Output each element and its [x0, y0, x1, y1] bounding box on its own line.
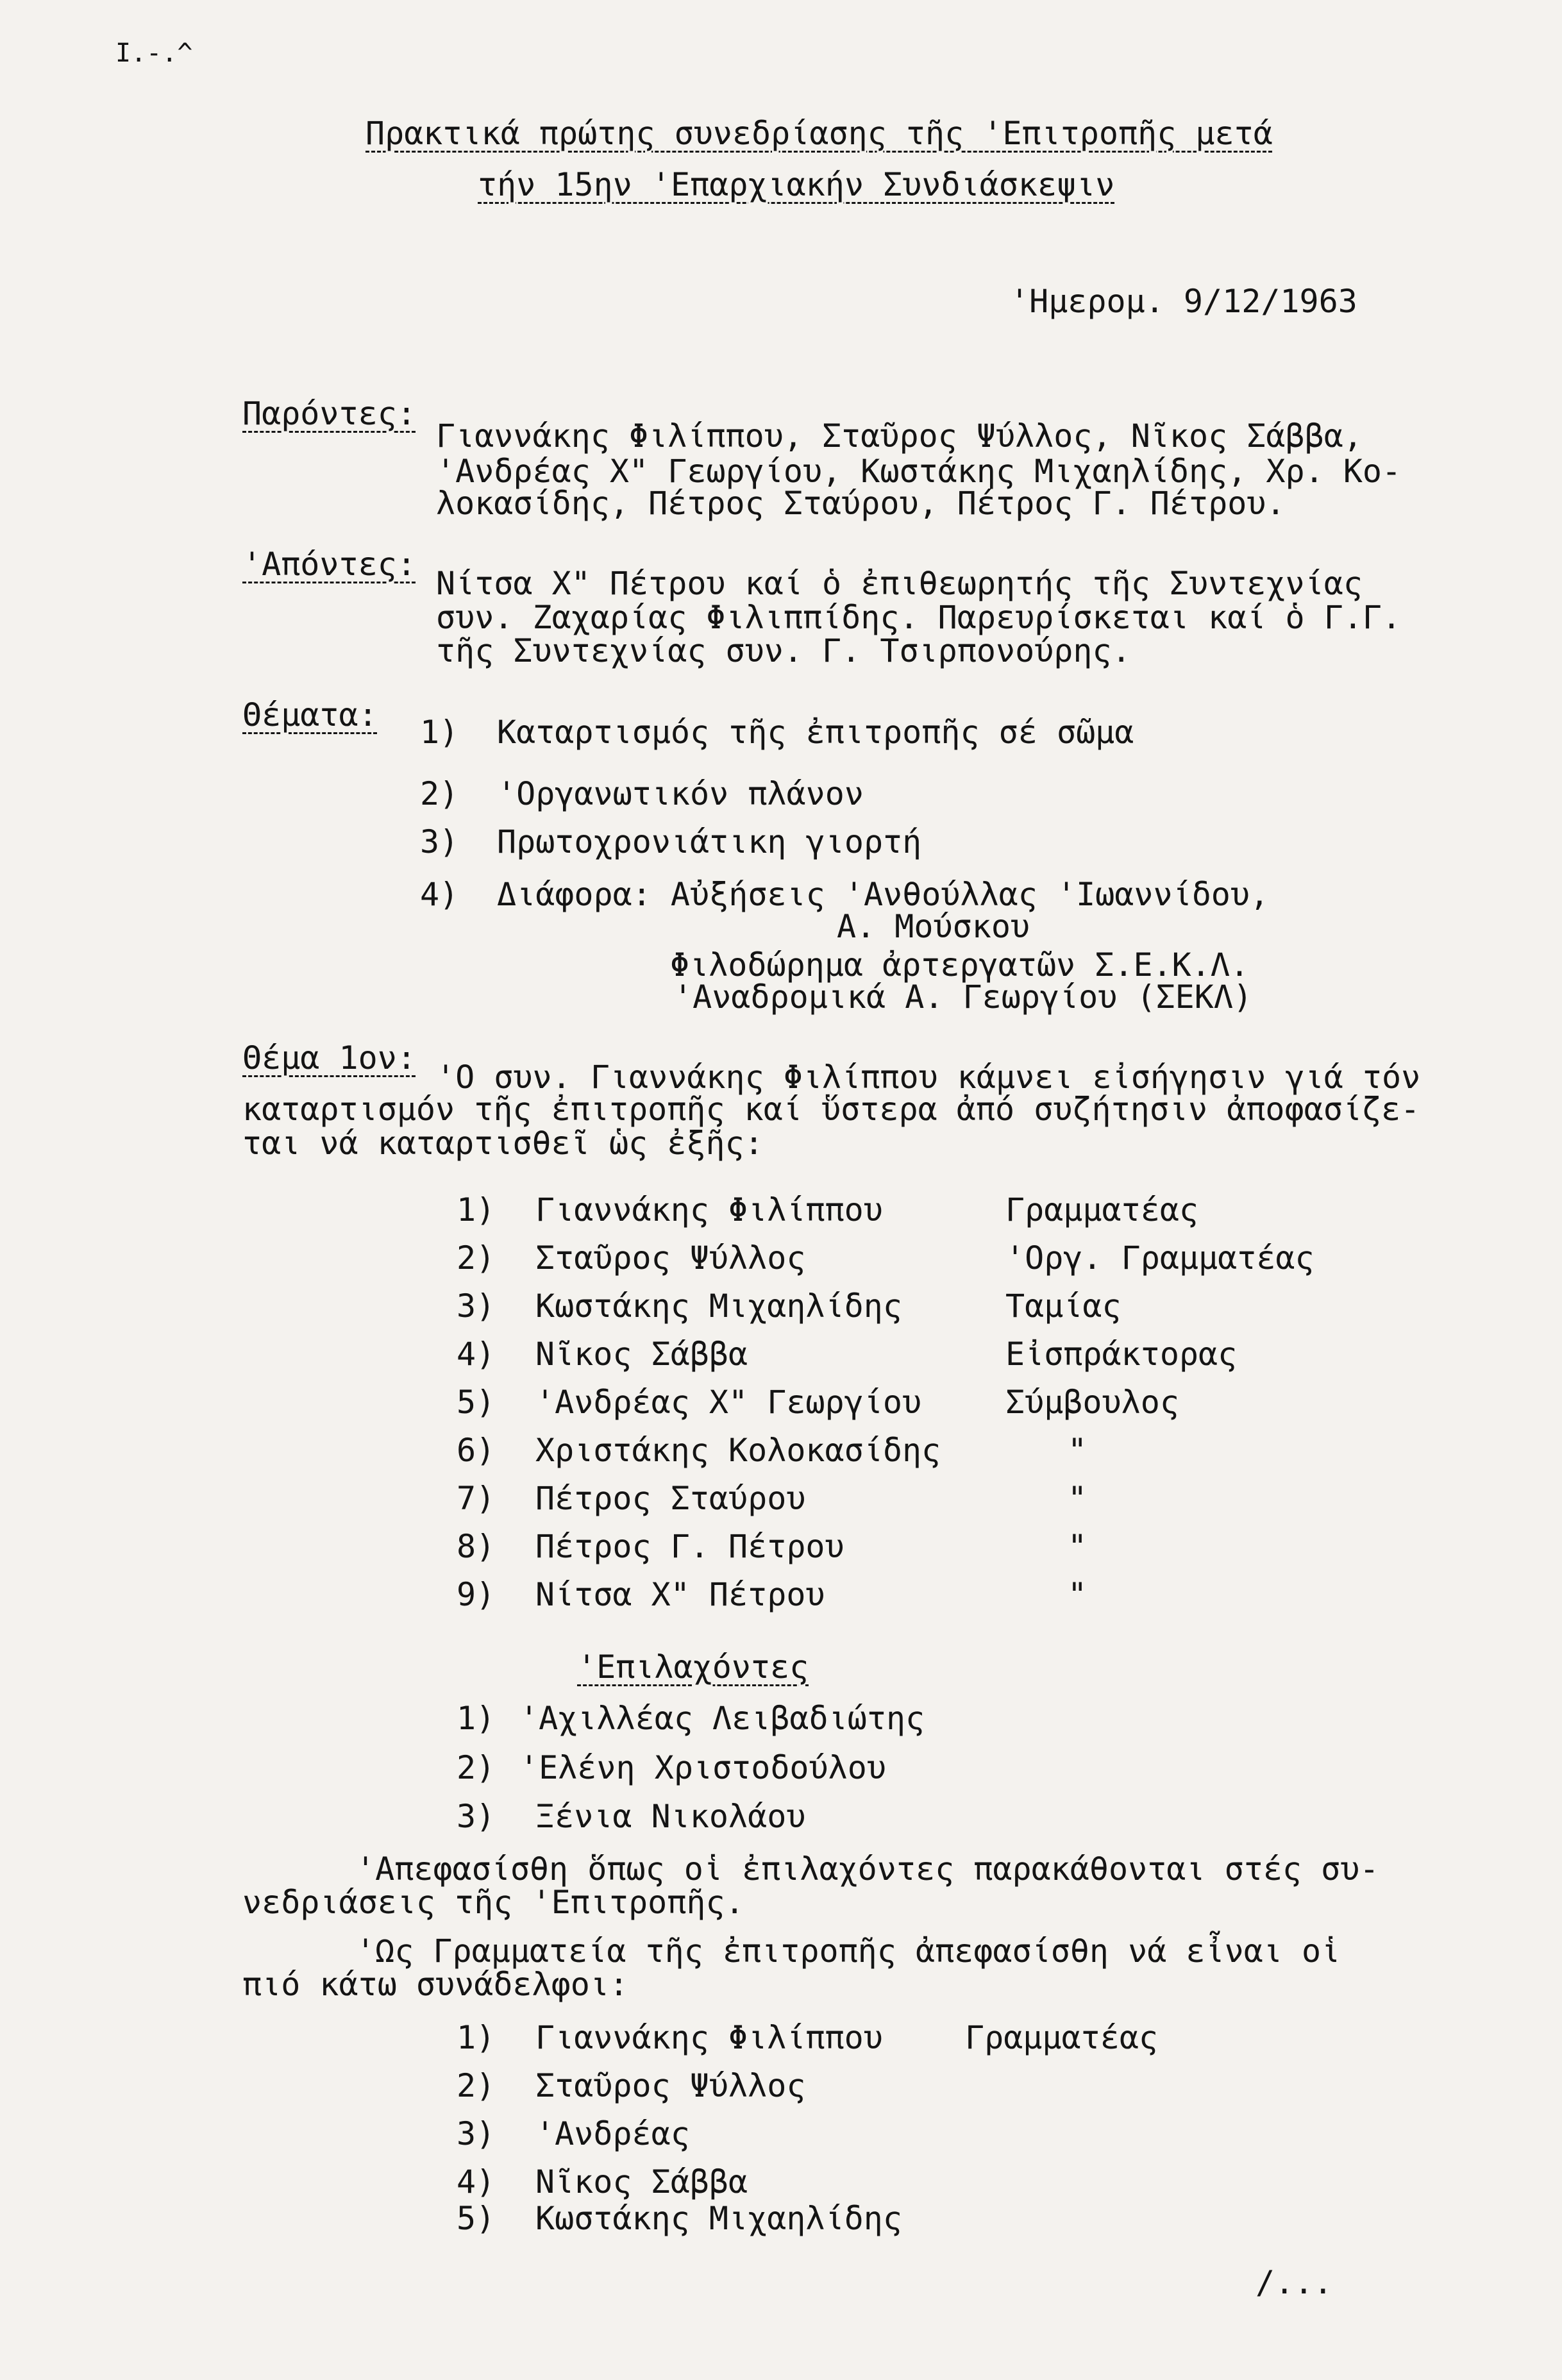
- title-line-2: τήν 15ην 'Επαρχιακήν Συνδιάσκεψιν: [478, 166, 1115, 203]
- secretariat-number: 1): [457, 2019, 496, 2056]
- secretariat-name: Σταῦρος Ψύλλος: [535, 2067, 806, 2104]
- secretariat-role: Γραμματέας: [965, 2019, 1159, 2056]
- committee-name: Νῖκος Σάββα: [535, 1336, 748, 1373]
- continuation-mark: /...: [1255, 2264, 1333, 2301]
- secretariat-number: 4): [457, 2163, 496, 2200]
- topic1-line: καταρτισμόν τῆς ἐπιτροπῆς καί ὕστερα ἀπό συζήτησιν ἀποφασίζε-: [242, 1091, 1420, 1128]
- document-date: 'Ημερομ. 9/12/1963: [1010, 283, 1357, 320]
- absent-line: Νίτσα Χ" Πέτρου καί ὁ ἐπιθεωρητής τῆς Συντεχνίας: [436, 565, 1363, 602]
- alternate-name: 'Ελένη Χριστοδούλου: [519, 1749, 886, 1786]
- topic-text: 'Οργανωτικόν πλάνον: [497, 775, 864, 812]
- topic-number: 4): [420, 876, 459, 913]
- topic1-line: 'Ο συν. Γιαννάκης Φιλίππου κάμνει εἰσήγησιν γιά τόν: [436, 1059, 1421, 1096]
- topic-text: Πρωτοχρονιάτικη γιορτή: [497, 823, 922, 860]
- present-line: Γιαννάκης Φιλίππου, Σταῦρος Ψύλλος, Νῖκος Σάββα,: [436, 417, 1363, 455]
- committee-role: ": [1068, 1480, 1088, 1517]
- secretariat-number: 3): [457, 2115, 496, 2152]
- secretariat-number: 5): [457, 2200, 496, 2237]
- committee-role: 'Οργ. Γραμματέας: [1005, 1239, 1314, 1277]
- absent-line: τῆς Συντεχνίας συν. Γ. Τσιρπονούρης.: [436, 632, 1131, 669]
- decision-line: νεδριάσεις τῆς 'Επιτροπῆς.: [242, 1884, 744, 1921]
- topic-continuation: Φιλοδώρημα ἀρτεργατῶν Σ.Ε.Κ.Λ.: [670, 946, 1250, 984]
- topic-continuation: Α. Μούσκου: [837, 908, 1030, 945]
- present-label: Παρόντες:: [242, 395, 416, 432]
- committee-name: Χριστάκης Κολοκασίδης: [535, 1432, 941, 1469]
- topic-number: 2): [420, 775, 459, 812]
- committee-role: ": [1068, 1576, 1088, 1613]
- topic1-line: ται νά καταρτισθεῖ ὡς ἐξῆς:: [242, 1125, 764, 1162]
- alternates-heading: 'Επιλαχόντες: [577, 1648, 809, 1686]
- absent-line: συν. Ζαχαρίας Φιλιππίδης. Παρευρίσκεται καί ὁ Γ.Γ.: [436, 599, 1402, 636]
- absent-label: 'Απόντες:: [242, 546, 416, 583]
- present-line: λοκασίδης, Πέτρος Σταύρου, Πέτρος Γ. Πέτρου.: [436, 485, 1286, 522]
- committee-role: Εἰσπράκτορας: [1005, 1336, 1238, 1373]
- committee-role: ": [1068, 1528, 1088, 1565]
- alternate-number: 1): [457, 1700, 496, 1737]
- committee-name: Σταῦρος Ψύλλος: [535, 1239, 806, 1277]
- present-line: 'Ανδρέας Χ" Γεωργίου, Κωστάκης Μιχαηλίδης, Χρ. Κο-: [436, 453, 1402, 490]
- committee-name: Πέτρος Γ. Πέτρου: [535, 1528, 844, 1565]
- decision-line: 'Απεφασίσθη ὅπως οἱ ἐπιλαχόντες παρακάθονται στές συ-: [356, 1850, 1379, 1888]
- committee-role: Σύμβουλος: [1005, 1384, 1179, 1421]
- topic-text: Διάφορα: Αὐξήσεις 'Ανθούλλας 'Ιωαννίδου,: [497, 876, 1270, 913]
- committee-role: ": [1068, 1432, 1088, 1469]
- committee-name: Νίτσα Χ" Πέτρου: [535, 1576, 825, 1613]
- committee-role: Γραμματέας: [1005, 1191, 1199, 1228]
- topic-continuation: 'Αναδρομικά Α. Γεωργίου (ΣΕΚΛ): [673, 978, 1253, 1016]
- committee-name: Κωστάκης Μιχαηλίδης: [535, 1287, 902, 1325]
- decision-line: πιό κάτω συνάδελφοι:: [242, 1966, 629, 2003]
- secretariat-name: Γιαννάκης Φιλίππου: [535, 2019, 883, 2056]
- committee-number: 7): [457, 1480, 496, 1517]
- secretariat-name: Νῖκος Σάββα: [535, 2163, 748, 2200]
- title-line-1: Πρακτικά πρώτης συνεδρίασης τῆς 'Επιτροπῆς μετά: [365, 115, 1273, 152]
- committee-name: Πέτρος Σταύρου: [535, 1480, 806, 1517]
- secretariat-number: 2): [457, 2067, 496, 2104]
- secretariat-name: Κωστάκης Μιχαηλίδης: [535, 2200, 902, 2237]
- alternate-name: 'Αχιλλέας Λειβαδιώτης: [519, 1700, 925, 1737]
- committee-name: Γιαννάκης Φιλίππου: [535, 1191, 883, 1228]
- topic-number: 1): [420, 714, 459, 751]
- corner-mark: Ι.-.^: [115, 38, 193, 68]
- committee-number: 2): [457, 1239, 496, 1277]
- secretariat-name: 'Ανδρέας: [535, 2115, 690, 2152]
- committee-number: 5): [457, 1384, 496, 1421]
- topic-number: 3): [420, 823, 459, 860]
- committee-role: Ταμίας: [1005, 1287, 1121, 1325]
- decision-line: 'Ως Γραμματεία τῆς ἐπιτροπῆς ἀπεφασίσθη νά εἶναι οἱ: [356, 1932, 1341, 1970]
- committee-number: 6): [457, 1432, 496, 1469]
- topic1-label: Θέμα 1ον:: [242, 1039, 416, 1077]
- alternate-name: Ξένια Νικολάου: [535, 1798, 806, 1835]
- alternate-number: 2): [457, 1749, 496, 1786]
- alternate-number: 3): [457, 1798, 496, 1835]
- committee-number: 1): [457, 1191, 496, 1228]
- committee-number: 8): [457, 1528, 496, 1565]
- committee-name: 'Ανδρέας Χ" Γεωργίου: [535, 1384, 922, 1421]
- committee-number: 3): [457, 1287, 496, 1325]
- topic-text: Καταρτισμός τῆς ἐπιτροπῆς σέ σῶμα: [497, 714, 1134, 751]
- committee-number: 9): [457, 1576, 496, 1613]
- topics-label: Θέματα:: [242, 696, 378, 733]
- committee-number: 4): [457, 1336, 496, 1373]
